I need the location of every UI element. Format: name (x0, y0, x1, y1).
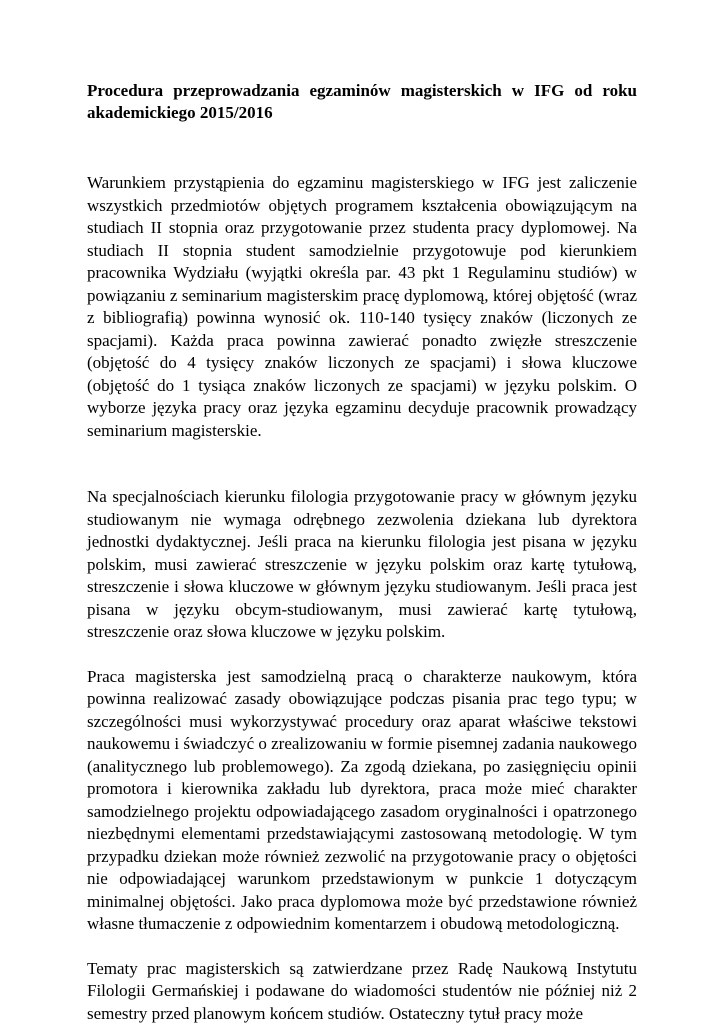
document-body (87, 80, 637, 1025)
paragraph-thesis-character: Praca magisterska jest samodzielną pracą o charakterze naukowym, która powinna realizować zasady obowiązujące podczas pisania prac tego typu; w szczególności musi wykorzystywać procedury oraz aparat właściwe tekstowi naukowemu i świadczyć o zrealizowaniu w formie pisemnej zadania naukowego (analitycznego lub problemowego). Za zgodą dziekana, po zasięgnięciu opinii promotora i kierownika zakładu lub dyrektora, praca może mieć charakter samodzielnego projektu odpowiadającego zasadom oryginalności i opatrzonego niezbędnymi elementami przedstawiającymi zastosowaną metodologię. W tym przypadku dziekan może również zezwolić na przygotowanie pracy o objętości nie odpowiadającej warunkom przedstawionym w punkcie 1 dotyczącym minimalnej objętości. Jako praca dyplomowa może być przedstawione również własne tłumaczenie z odpowiednim komentarzem i obudową metodologiczną. (87, 666, 637, 936)
paragraph-exam-requirements: Warunkiem przystąpienia do egzaminu magisterskiego w IFG jest zaliczenie wszystkich przedmiotów objętych programem kształcenia obowiązującym na studiach II stopnia oraz przygotowanie przez studenta pracy dyplomowej. Na studiach II stopnia student samodzielnie przygotowuje pod kierunkiem pracownika Wydziału (wyjątki określa par. 43 pkt 1 Regulaminu studiów) w powiązaniu z seminarium magisterskim pracę dyplomową, której objętość (wraz z bibliografią) powinna wynosić ok. 110-140 tysięcy znaków (liczonych ze spacjami). Każda praca powinna zawierać ponadto zwięzłe streszczenie (objętość do 4 tysięcy znaków liczonych ze spacjami) i słowa kluczowe (objętość do 1 tysiąca znaków liczonych ze spacjami) w języku polskim. O wyborze języka pracy oraz języka egzaminu decyduje pracownik prowadzący seminarium magisterskie. (87, 172, 637, 442)
document-title: Procedura przeprowadzania egzaminów magisterskich w IFG od roku akademickiego 2015/2016 (87, 80, 637, 124)
paragraph-thesis-topics: Tematy prac magisterskich są zatwierdzane przez Radę Naukową Instytutu Filologii Germańskiej i podawane do wiadomości studentów nie później niż 2 semestry przed planowym końcem studiów. Ostateczny tytuł pracy może (87, 958, 637, 1025)
paragraph-language-rules: Na specjalnościach kierunku filologia przygotowanie pracy w głównym języku studiowanym nie wymaga odrębnego zezwolenia dziekana lub dyrektora jednostki dydaktycznej. Jeśli praca na kierunku filologia jest pisana w języku polskim, musi zawierać streszczenie w języku polskim oraz kartę tytułową, streszczenie i słowa kluczowe w głównym języku studiowanym. Jeśli praca jest pisana w języku obcym-studiowanym, musi zawierać kartę tytułową, streszczenie oraz słowa kluczowe w języku polskim. (87, 486, 637, 644)
